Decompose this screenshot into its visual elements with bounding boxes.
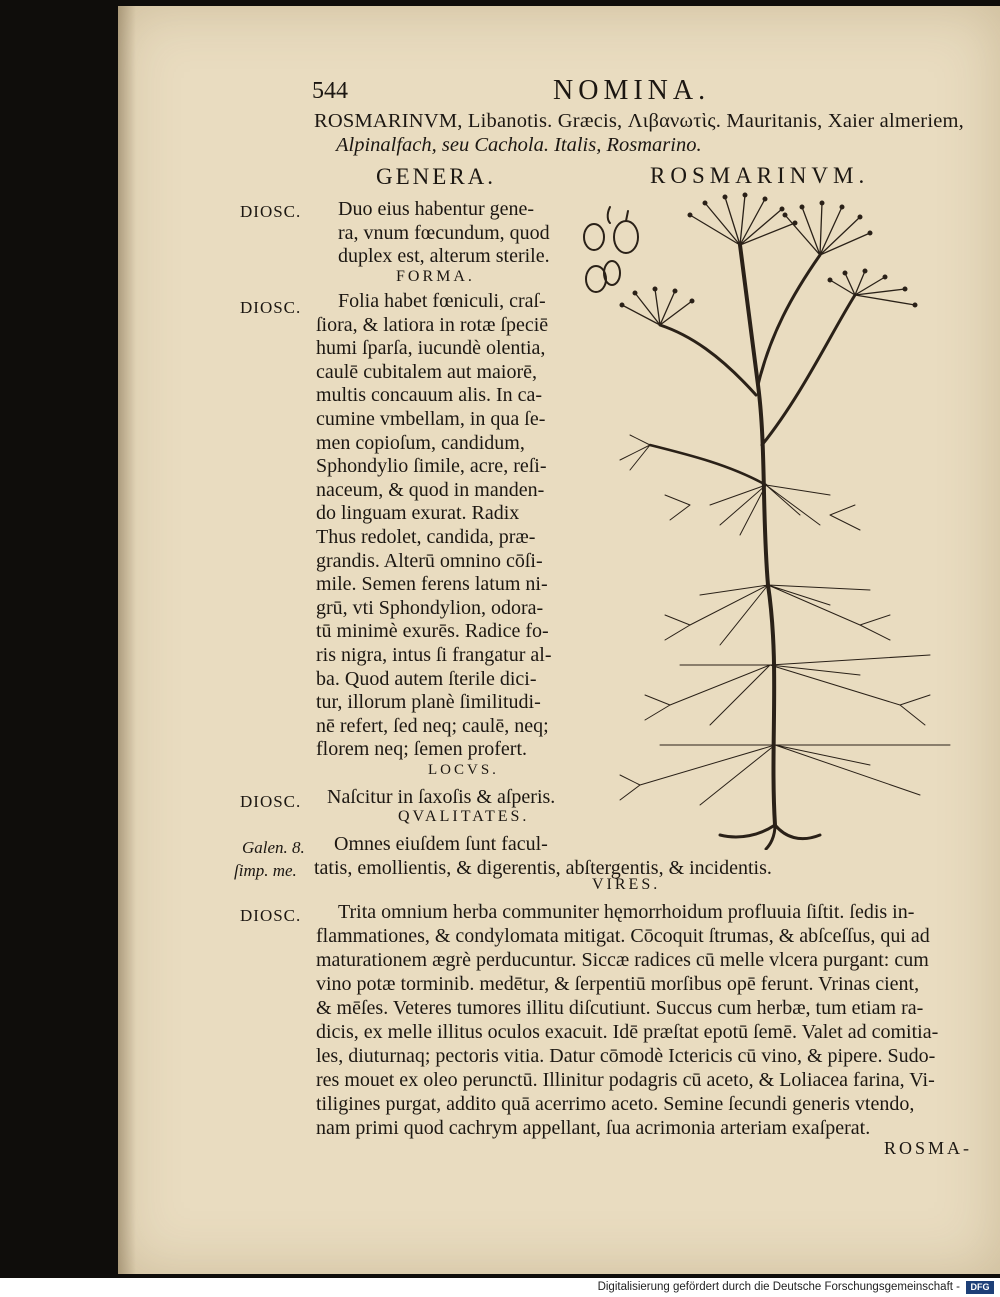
- names-line-1: ROSMARINVM, Libanotis. Græcis, Λιβανωτὶς. Mauritanis, Xaier almeriem,: [314, 110, 964, 132]
- heading-qualitates: QVALITATES.: [398, 808, 530, 825]
- heading-forma: FORMA.: [396, 268, 475, 285]
- rosemary-woodcut-illustration: [570, 185, 970, 850]
- text-line: do linguam exurat. Radix: [316, 502, 520, 525]
- heading-locus: LOCVS.: [428, 762, 499, 778]
- illustration-caption: ROSMARINVM.: [650, 163, 870, 188]
- digitization-footer: [0, 1278, 1000, 1297]
- text-line: Duo eius habentur gene-: [338, 198, 535, 220]
- text-line: res mouet ex oleo perunctū. Illinitur podagris cū aceto, & Loliacea farina, Vi-: [316, 1069, 935, 1091]
- qualitates-line-1: Omnes eiuſdem ſunt facul-: [334, 833, 548, 855]
- text-line: & mēſes. Veteres tumores illitu diſcutiunt. Succus cum herbæ, tum etiam ra-: [316, 997, 924, 1019]
- margin-qualitates-1: Galen. 8.: [242, 838, 305, 857]
- footer-text: Digitalisierung gefördert durch die Deutsche Forschungsgemeinschaft -: [597, 1281, 960, 1293]
- genera-text: [338, 198, 598, 269]
- margin-genera: DIOSC.: [240, 202, 302, 221]
- names-line-2: Alpinalfach, seu Cachola. Italis, Rosmarino.: [336, 134, 702, 156]
- text-line: florem neq; ſemen profert.: [316, 738, 528, 761]
- text-line: tū minimè exurēs. Radice fo-: [316, 620, 549, 643]
- text-line: grandis. Alterū omnino cōſi-: [316, 549, 543, 572]
- text-line: Trita omnium herba communiter hęmorrhoidum profluuia ſiſtit. ſedis in-: [338, 901, 915, 923]
- text-line: caulē cubitalem aut maiorē,: [316, 360, 538, 383]
- margin-forma: DIOSC.: [240, 298, 302, 317]
- text-line: tiligines purgat, addito quā acerrimo aceto. Semine ſecundi generis vtendo,: [316, 1093, 915, 1115]
- text-line: les, diuturnaq; pectoris vitia. Datur cōmodè Ictericis cū vino, & pipere. Sudo-: [316, 1045, 936, 1067]
- text-line: ba. Quod autem ſterile dici-: [316, 667, 537, 690]
- locus-text: Naſcitur in ſaxoſis & aſperis.: [327, 786, 556, 808]
- margin-vires: DIOSC.: [240, 906, 302, 925]
- text-line: tur, illorum planè ſimilitudi-: [316, 691, 541, 714]
- margin-qualitates-2: ſimp. me.: [234, 861, 297, 880]
- text-line: flammationes, & condylomata mitigat. Cōcoquit ſtrumas, & abſceſſus, qui ad: [316, 925, 930, 947]
- text-line: maturationem ægrè perducuntur. Siccæ radices cū melle vlcera purgant: cum: [316, 949, 929, 971]
- text-line: cumine vmbellam, in qua ſe-: [316, 407, 546, 430]
- text-line: ſiora, & latiora in rotæ ſpeciē: [316, 313, 549, 336]
- text-line: Folia habet fœniculi, craſ-: [338, 290, 546, 312]
- margin-locus: DIOSC.: [240, 792, 302, 811]
- text-line: dicis, ex melle illitus oculos exacuit. Idē præſtat epotū ſemē. Valet ad comitia-: [316, 1021, 939, 1043]
- text-line: nē refert, ſed neq; caulē, neq;: [316, 714, 549, 737]
- running-head: NOMINA.: [553, 75, 711, 106]
- text-line: multis concauum alis. In ca-: [316, 384, 543, 407]
- text-line: mile. Semen ferens latum ni-: [316, 573, 548, 596]
- catchword: ROSMA-: [884, 1138, 973, 1158]
- forma-text: [316, 290, 598, 762]
- qualitates-line-2: tatis, emollientis, & digerentis, abſtergentis, & incidentis.: [314, 857, 772, 879]
- dfg-logo: DFG: [966, 1281, 994, 1294]
- text-line: naceum, & quod in manden-: [316, 478, 545, 501]
- heading-genera: GENERA.: [376, 164, 497, 189]
- text-line: nam primi quod cachrym appellant, ſua acrimonia arteriam exaſperat.: [316, 1117, 871, 1139]
- page-number: 544: [312, 78, 348, 104]
- heading-vires: VIRES.: [592, 876, 661, 893]
- text-line: grū, vti Sphondylion, odora-: [316, 596, 544, 619]
- paper-spine-shadow: [118, 6, 136, 1274]
- text-line: ra, vnum fœcundum, quod: [338, 221, 550, 244]
- text-line: men copioſum, candidum,: [316, 431, 525, 454]
- text-line: vino potæ torminib. medētur, & ſerpentiū morſibus opē ferunt. Vrinas cient,: [316, 973, 920, 995]
- text-line: duplex est, alterum sterile.: [338, 245, 550, 268]
- text-line: ris nigra, intus ſi frangatur al-: [316, 643, 552, 666]
- text-line: Thus redolet, candida, præ-: [316, 525, 536, 548]
- vires-text: [316, 900, 976, 1140]
- text-line: Sphondylio ſimile, acre, reſi-: [316, 455, 547, 478]
- text-line: humi ſparſa, iucundè olentia,: [316, 337, 546, 360]
